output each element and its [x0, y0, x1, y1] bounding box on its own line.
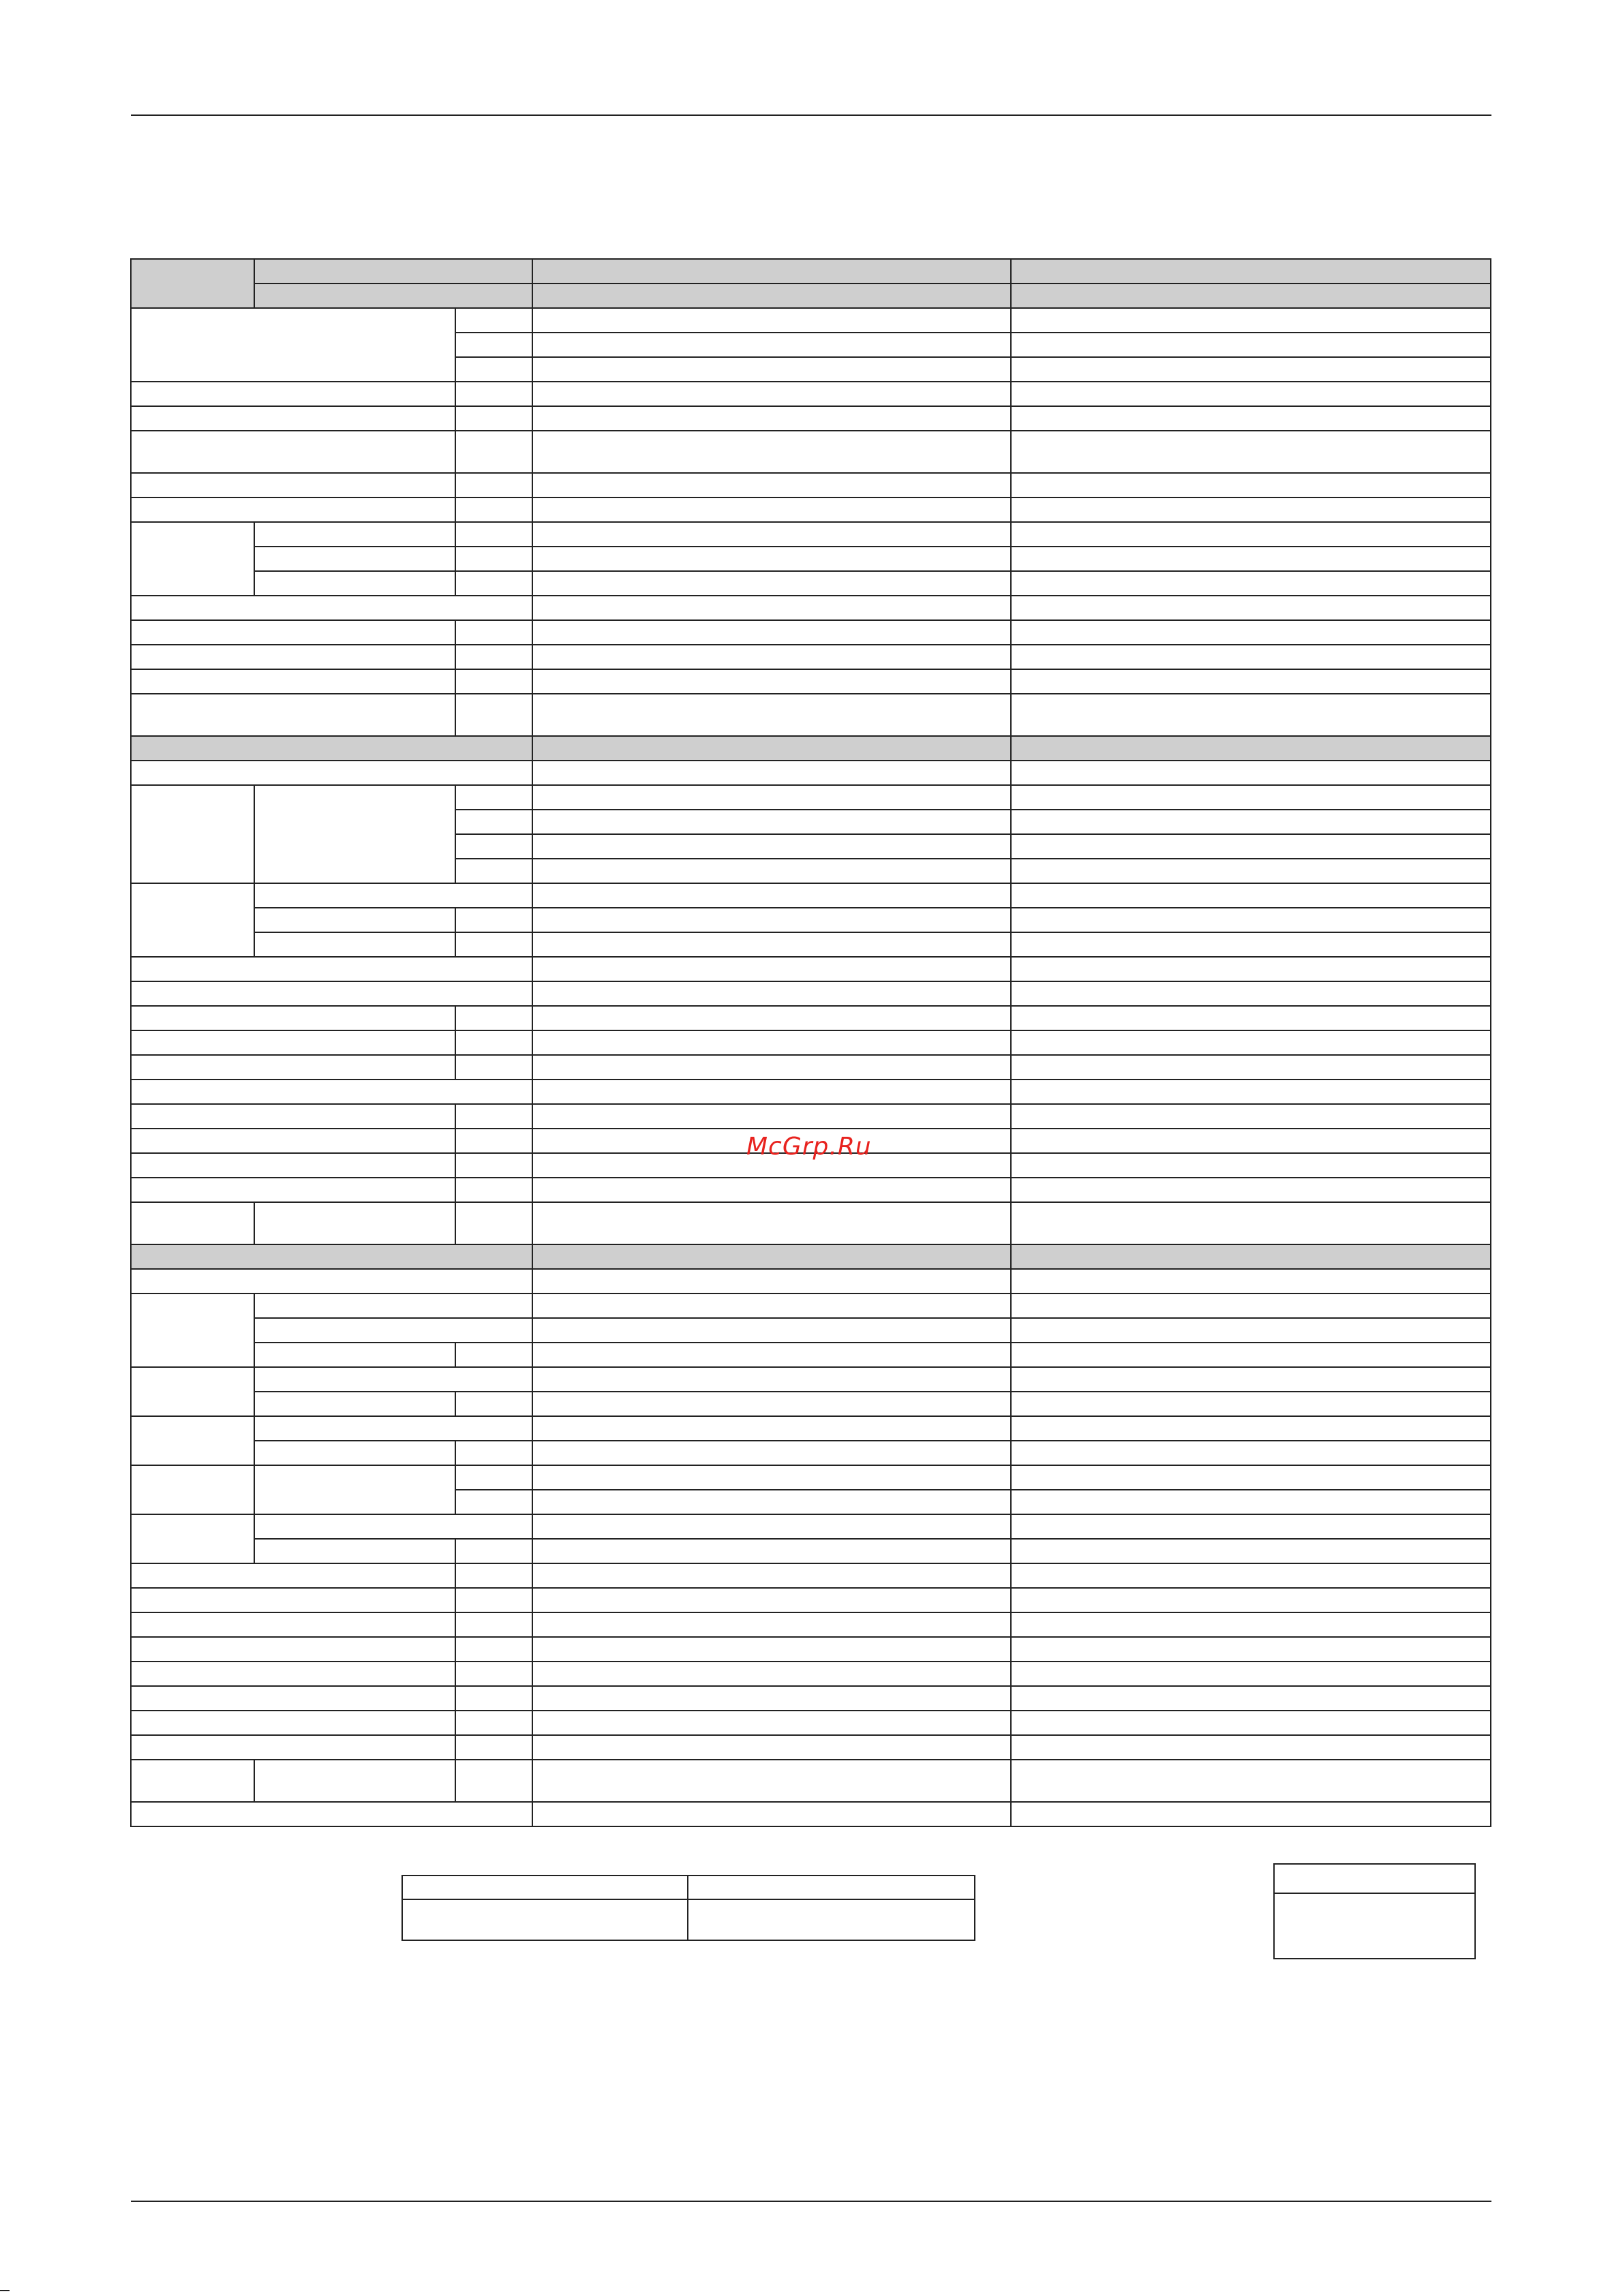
- table-cell: [1011, 1367, 1491, 1392]
- table-cell: [254, 908, 455, 932]
- watermark-text: McGrp.Ru: [746, 1133, 872, 1161]
- table-cell: [1011, 1612, 1491, 1637]
- table-cell: [532, 1343, 1011, 1367]
- table-cell: [532, 908, 1011, 932]
- table-cell: [455, 498, 532, 522]
- table-cell: [1011, 571, 1491, 596]
- table-merged-cell: [131, 1514, 254, 1563]
- table-cell: [455, 1129, 532, 1153]
- table-cell: [1011, 1202, 1491, 1244]
- table-cell: [1011, 1244, 1491, 1269]
- footer-table-divider-h: [403, 1899, 974, 1900]
- table-cell: [1011, 498, 1491, 522]
- table-cell: [131, 1802, 532, 1826]
- table-cell: [532, 284, 1011, 308]
- table-cell: [532, 1392, 1011, 1416]
- table-cell: [131, 694, 455, 736]
- table-merged-cell: [131, 1367, 254, 1416]
- table-cell: [1011, 1343, 1491, 1367]
- table-cell: [1011, 1662, 1491, 1686]
- table-cell: [455, 645, 532, 669]
- table-cell: [532, 1294, 1011, 1318]
- table-cell: [131, 431, 455, 473]
- table-cell: [131, 620, 455, 645]
- table-cell: [532, 1318, 1011, 1343]
- table-merged-cell: [131, 1202, 254, 1244]
- table-cell: [131, 1686, 455, 1711]
- table-cell: [1011, 1441, 1491, 1465]
- table-cell: [455, 785, 532, 810]
- table-cell: [131, 1735, 455, 1760]
- table-cell: [1011, 1294, 1491, 1318]
- table-cell: [532, 694, 1011, 736]
- table-cell: [254, 571, 455, 596]
- table-cell: [1011, 1637, 1491, 1662]
- table-cell: [532, 1006, 1011, 1030]
- table-cell: [254, 1343, 455, 1367]
- table-cell: [254, 1202, 455, 1244]
- table-cell: [455, 1178, 532, 1202]
- table-cell: [1011, 785, 1491, 810]
- table-cell: [254, 1416, 532, 1441]
- table-cell: [131, 1080, 532, 1104]
- table-cell: [532, 259, 1011, 284]
- table-cell: [1011, 522, 1491, 547]
- table-merged-cell: [131, 308, 455, 382]
- table-cell: [1011, 1416, 1491, 1441]
- table-cell: [254, 1318, 532, 1343]
- table-cell: [254, 522, 455, 547]
- table-cell: [1011, 932, 1491, 957]
- table-cell: [455, 406, 532, 431]
- table-cell: [1011, 834, 1491, 859]
- table-cell: [532, 1514, 1011, 1539]
- table-cell: [455, 357, 532, 382]
- table-cell: [131, 1637, 455, 1662]
- table-cell: [131, 1055, 455, 1080]
- footer-box-divider: [1275, 1893, 1474, 1894]
- table-cell: [532, 834, 1011, 859]
- table-cell: [131, 1244, 532, 1269]
- table-cell: [131, 1006, 455, 1030]
- table-cell: [455, 1760, 532, 1802]
- table-cell: [532, 1367, 1011, 1392]
- table-cell: [1011, 645, 1491, 669]
- table-cell: [1011, 694, 1491, 736]
- table-cell: [254, 1514, 532, 1539]
- table-cell: [455, 1539, 532, 1563]
- footer-rule: [131, 2201, 1491, 2202]
- table-cell: [455, 1490, 532, 1514]
- table-cell: [1011, 1269, 1491, 1294]
- table-cell: [455, 1392, 532, 1416]
- table-cell: [1011, 981, 1491, 1006]
- table-cell: [131, 382, 455, 406]
- table-cell: [1011, 859, 1491, 883]
- table-cell: [1011, 1318, 1491, 1343]
- table-cell: [131, 1178, 455, 1202]
- table-cell: [131, 1129, 455, 1153]
- table-cell: [131, 1269, 532, 1294]
- table-cell: [131, 645, 455, 669]
- table-cell: [455, 333, 532, 357]
- table-cell: [1011, 333, 1491, 357]
- table-cell: [1011, 406, 1491, 431]
- table-cell: [455, 473, 532, 498]
- table-cell: [532, 547, 1011, 571]
- table-cell: [532, 1588, 1011, 1612]
- table-cell: [532, 1441, 1011, 1465]
- table-cell: [532, 406, 1011, 431]
- table-merged-cell: [131, 785, 254, 883]
- table-cell: [455, 908, 532, 932]
- table-cell: [1011, 908, 1491, 932]
- table-cell: [532, 1244, 1011, 1269]
- table-merged-cell: [131, 1416, 254, 1465]
- table-cell: [1011, 431, 1491, 473]
- table-cell: [455, 1465, 532, 1490]
- table-merged-cell: [131, 522, 254, 596]
- table-cell: [455, 1711, 532, 1735]
- table-cell: [532, 957, 1011, 981]
- table-cell: [1011, 1760, 1491, 1802]
- table-cell: [1011, 1465, 1491, 1490]
- table-cell: [455, 932, 532, 957]
- table-cell: [455, 834, 532, 859]
- table-cell: [532, 1416, 1011, 1441]
- table-cell: [131, 761, 532, 785]
- footer-box: [1273, 1863, 1476, 1959]
- table-cell: [532, 761, 1011, 785]
- table-cell: [532, 669, 1011, 694]
- table-cell: [1011, 547, 1491, 571]
- table-cell: [131, 1612, 455, 1637]
- table-cell: [131, 736, 532, 761]
- table-cell: [532, 308, 1011, 333]
- table-merged-cell: [131, 1294, 254, 1367]
- table-cell: [131, 1030, 455, 1055]
- table-cell: [1011, 357, 1491, 382]
- table-merged-cell: [131, 1465, 254, 1514]
- table-cell: [131, 406, 455, 431]
- table-cell: [532, 1539, 1011, 1563]
- table-cell: [532, 333, 1011, 357]
- table-cell: [532, 1637, 1011, 1662]
- table-cell: [131, 1563, 455, 1588]
- table-cell: [1011, 1055, 1491, 1080]
- table-cell: [532, 357, 1011, 382]
- table-cell: [455, 1441, 532, 1465]
- corner-mark: [0, 2290, 10, 2291]
- table-cell: [131, 498, 455, 522]
- table-cell: [455, 1612, 532, 1637]
- table-cell: [1011, 1711, 1491, 1735]
- table-cell: [532, 1711, 1011, 1735]
- table-cell: [532, 785, 1011, 810]
- table-cell: [1011, 810, 1491, 834]
- table-cell: [131, 1711, 455, 1735]
- footer-table-divider-v: [687, 1876, 688, 1940]
- table-merged-cell: [254, 1465, 455, 1514]
- table-cell: [254, 1539, 455, 1563]
- table-cell: [532, 571, 1011, 596]
- table-cell: [532, 1686, 1011, 1711]
- table-cell: [254, 1294, 532, 1318]
- table-cell: [131, 473, 455, 498]
- table-cell: [131, 1662, 455, 1686]
- table-cell: [1011, 1735, 1491, 1760]
- table-cell: [532, 1802, 1011, 1826]
- table-cell: [532, 1104, 1011, 1129]
- table-cell: [455, 810, 532, 834]
- table-cell: [1011, 957, 1491, 981]
- table-cell: [455, 1153, 532, 1178]
- table-cell: [455, 620, 532, 645]
- table-cell: [131, 1104, 455, 1129]
- table-cell: [455, 1637, 532, 1662]
- table-cell: [254, 1367, 532, 1392]
- table-cell: [1011, 620, 1491, 645]
- table-cell: [532, 736, 1011, 761]
- table-cell: [455, 1055, 532, 1080]
- table-cell: [1011, 1539, 1491, 1563]
- table-cell: [455, 1104, 532, 1129]
- table-cell: [532, 473, 1011, 498]
- table-cell: [532, 522, 1011, 547]
- table-cell: [532, 1269, 1011, 1294]
- table-cell: [455, 694, 532, 736]
- table-cell: [455, 859, 532, 883]
- table-cell: [254, 284, 532, 308]
- table-cell: [455, 382, 532, 406]
- table-cell: [1011, 1006, 1491, 1030]
- table-cell: [532, 883, 1011, 908]
- table-cell: [455, 522, 532, 547]
- table-cell: [131, 981, 532, 1006]
- table-cell: [1011, 1563, 1491, 1588]
- table-cell: [131, 596, 532, 620]
- table-cell: [532, 1662, 1011, 1686]
- table-cell: [532, 1563, 1011, 1588]
- table-cell: [455, 1563, 532, 1588]
- table-cell: [1011, 284, 1491, 308]
- table-merged-cell: [254, 785, 455, 883]
- table-cell: [532, 1490, 1011, 1514]
- table-cell: [455, 308, 532, 333]
- table-cell: [254, 1441, 455, 1465]
- table-cell: [532, 1202, 1011, 1244]
- table-cell: [1011, 1178, 1491, 1202]
- table-cell: [532, 1080, 1011, 1104]
- table-cell: [1011, 1080, 1491, 1104]
- table-cell: [532, 498, 1011, 522]
- table-cell: [1011, 1104, 1491, 1129]
- table-cell: [1011, 308, 1491, 333]
- table-cell: [131, 1153, 455, 1178]
- table-cell: [1011, 596, 1491, 620]
- table-cell: [532, 620, 1011, 645]
- table-cell: [254, 1392, 455, 1416]
- table-cell: [532, 859, 1011, 883]
- table-cell: [131, 1588, 455, 1612]
- table-cell: [532, 1760, 1011, 1802]
- table-cell: [532, 932, 1011, 957]
- table-cell: [254, 1760, 455, 1802]
- table-cell: [532, 645, 1011, 669]
- table-cell: [254, 883, 532, 908]
- table-cell: [455, 1686, 532, 1711]
- table-cell: [1011, 1030, 1491, 1055]
- table-cell: [254, 932, 455, 957]
- table-cell: [455, 1343, 532, 1367]
- table-cell: [1011, 1686, 1491, 1711]
- table-cell: [532, 1465, 1011, 1490]
- table-cell: [532, 810, 1011, 834]
- table-merged-cell: [131, 883, 254, 957]
- table-cell: [1011, 736, 1491, 761]
- table-cell: [1011, 1129, 1491, 1153]
- table-cell: [455, 1662, 532, 1686]
- table-cell: [532, 431, 1011, 473]
- table-cell: [1011, 382, 1491, 406]
- table-cell: [455, 669, 532, 694]
- table-cell: [455, 1735, 532, 1760]
- table-cell: [532, 1735, 1011, 1760]
- table-cell: [1011, 1490, 1491, 1514]
- table-cell: [1011, 1588, 1491, 1612]
- table-cell: [131, 957, 532, 981]
- table-cell: [1011, 1802, 1491, 1826]
- table-cell: [455, 547, 532, 571]
- table-cell: [1011, 883, 1491, 908]
- table-cell: [532, 382, 1011, 406]
- footer-table: [401, 1875, 975, 1941]
- table-cell: [254, 259, 532, 284]
- table-cell: [532, 596, 1011, 620]
- table-cell: [532, 1030, 1011, 1055]
- table-cell: [455, 1030, 532, 1055]
- table-cell: [455, 1006, 532, 1030]
- table-cell: [1011, 259, 1491, 284]
- table-cell: [1011, 669, 1491, 694]
- table-cell: [1011, 1392, 1491, 1416]
- table-cell: [455, 431, 532, 473]
- table-cell: [455, 571, 532, 596]
- table-cell: [1011, 1514, 1491, 1539]
- table-cell: [1011, 761, 1491, 785]
- table-merged-cell: [131, 1760, 254, 1802]
- table-cell: [532, 981, 1011, 1006]
- table-cell: [532, 1055, 1011, 1080]
- table-cell: [1011, 1153, 1491, 1178]
- table-cell: [254, 547, 455, 571]
- table-cell: [532, 1612, 1011, 1637]
- table-cell: [455, 1588, 532, 1612]
- table-cell: [131, 669, 455, 694]
- table-cell: [532, 1178, 1011, 1202]
- table-cell: [1011, 473, 1491, 498]
- table-cell: [455, 1202, 532, 1244]
- table-merged-cell: [131, 259, 254, 308]
